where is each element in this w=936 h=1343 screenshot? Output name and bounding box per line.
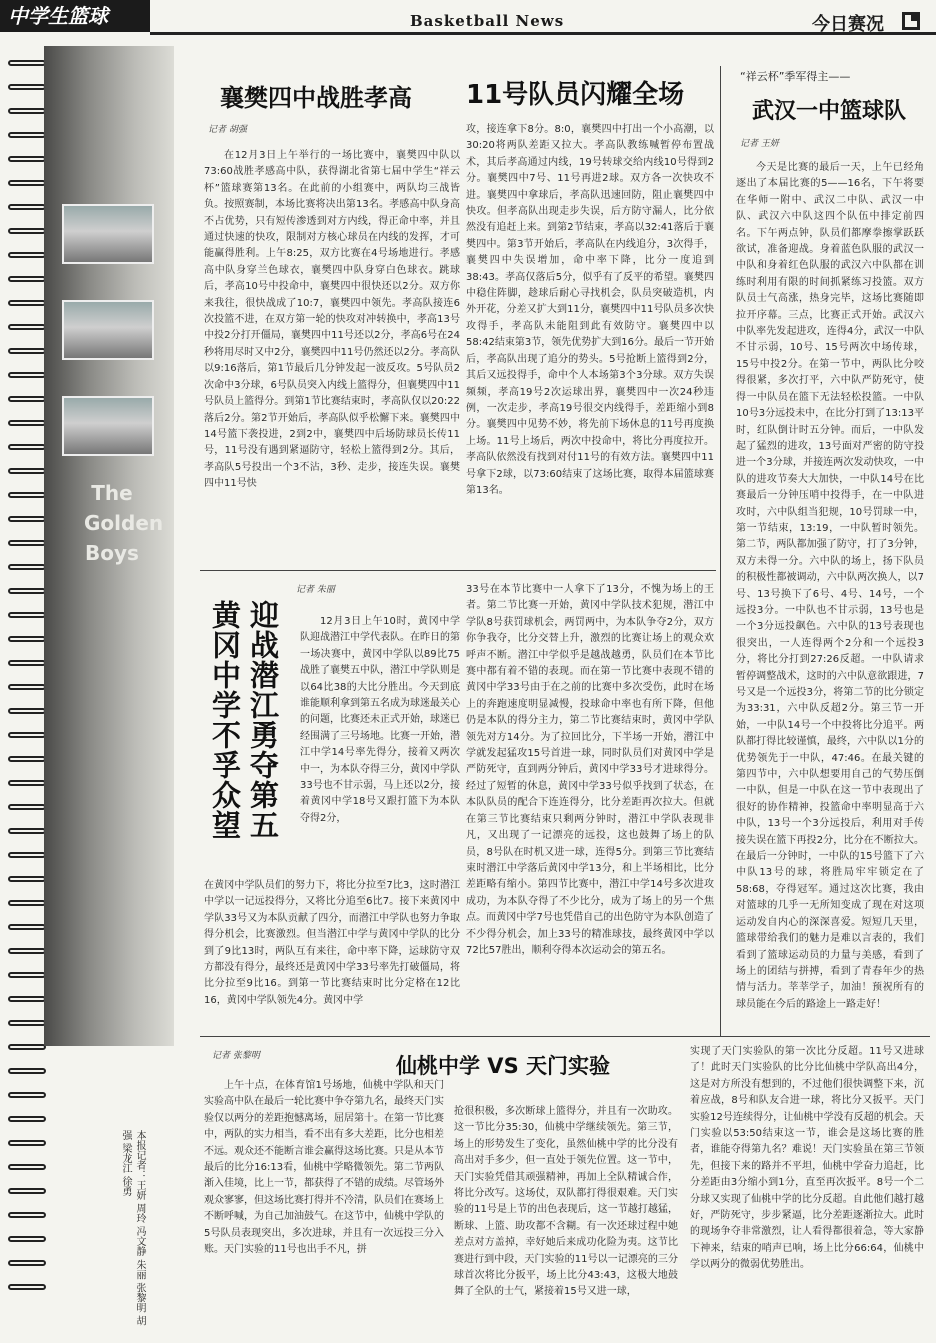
article4-column-2: 抢很积极，多次断球上篮得分，并且有一次助攻。这一节比分35:30，仙桃中学继续领先。第三节，场上的形势发生了变化，虽然仙桃中学的比分没有高出对手多少，但一直处于领先位置。这一节中，天门实验凭借其顽强精神，再加上全队精诚合作，将比分改写。这场仗，双队都打得很艰难。天门实验的11号是上节的出色表现后，这一节越打越猛，断球、上篮、助攻都不含糊。有一次还球过程中她差点对方盖掉，幸好她后来成功化险为夷。这节比赛进行到中段，天门实验的11号以一记漂亮的三分球首次将比分扳平，场上比分43:43，这极大地鼓舞了全队的士气，紧接着15号又进一球，	[454, 1106, 678, 1298]
spiral-ring	[8, 660, 46, 666]
spiral-ring	[8, 876, 46, 882]
article2-kicker: “祥云杯”季军得主——	[740, 70, 851, 83]
article4-column-1: 上午十点，在体育馆1号场地，仙桃中学队和天门实验高中队在最后一轮比赛中争夺第九名，最终天门实验仅以两分的差距抱憾离场，屈居第十。在第一节比赛中，两队的实力相当，看不出有多大差距，比分也相差不远。观众还不能断言谁会赢得这场比赛。只是从本节最后的比分16:13看，仙桃中学略微领先。第二节两队渐入佳境，比上一节，都获得了不错的成绩。尽管场外观众寥寥，但这场比赛打得并不冷清，队员们在赛场上不断呼喊，为自己加油鼓气。在这节中，仙桃中学队的5号队员表现突出，多次进球，并且有一次远投三分入账。天门实验的11号也出手不凡，拼	[204, 1080, 444, 1256]
spiral-ring	[8, 444, 46, 450]
spiral-ring	[8, 468, 46, 474]
article3-title-2: 黄冈中学不孚众望	[208, 600, 242, 840]
article1-title-left: 襄樊四中战胜孝高	[220, 84, 412, 112]
section-banner: 中学生篮球	[0, 0, 150, 32]
spiral-ring	[8, 228, 46, 234]
spiral-ring	[8, 636, 46, 642]
spiral-ring	[8, 1116, 46, 1122]
spiral-ring	[8, 108, 46, 114]
sidebar-panel	[44, 46, 174, 1046]
spiral-ring	[8, 156, 46, 162]
spiral-ring	[8, 684, 46, 690]
spiral-ring	[8, 276, 46, 282]
reporter-credit: 本报记者：王妍 周玲 冯文静 朱丽 张黎明 胡强 梁龙江 徐勇	[120, 1130, 145, 1326]
spiral-ring	[8, 324, 46, 330]
spiral-ring	[8, 180, 46, 186]
spiral-ring	[8, 708, 46, 714]
spiral-ring	[8, 828, 46, 834]
spiral-ring	[8, 84, 46, 90]
basketball-photo-1	[62, 204, 154, 264]
article2-byline: 记者 王妍	[740, 139, 779, 149]
spiral-binding	[8, 60, 48, 1310]
spiral-ring	[8, 396, 46, 402]
spiral-ring	[8, 972, 46, 978]
article1-column-2: 攻，接连拿下8分。8:0，襄樊四中打出一个小高潮，以30:20将两队差距又拉大。孝高队教练喊暂停布置战术，其后孝高通过内线，19号转球交给内线10号得到2分。襄樊四中7号、11号再进2球。双方各一次快攻不进。襄樊四中拿球后，孝高队迅速回防，阻止襄樊四中快攻。但孝高队出现走步失误，后方防守漏人，比分依然没有追赶上来。到第2节结束，孝高以32:41落后于襄樊四中。第3节开始后，孝高队在内线追分，3次得手，襄樊四中失误增加，命中率下降，比分一度追到38:43。孝高仅落后5分，似乎有了反平的希望。襄樊四中稳住阵脚，趁球后耐心寻找机会，队员突破造机，内外开花，分差又扩大到11分，襄樊四中11号队员多次快攻得手，孝高队未能阻到此有效防守。襄樊四中以58:42结束第3节，领先优势扩大到16分。最后一节开始后，孝高队出现了追分的势头。5号抢断上篮得到2分，其后又远投得手，命中个人本场第3个3分球。双方失误频频，孝高19号2次运球出界，襄樊四中一次24秒违例，一次走步，孝高19号很交内线得手，差距缩小到8分。襄樊四中见势不妙，将先前下场休息的11号再度换上场。11号上场后，两次中投命中，将比分再度拉开。孝高队依然没有找到对付11号的有效方法。襄樊四中11号拿下2球，以73:60结束了这场比赛，取得本届篮球赛第13名。	[466, 124, 714, 496]
divider-bottom	[200, 1036, 930, 1037]
spiral-ring	[8, 492, 46, 498]
spiral-ring	[8, 1092, 46, 1098]
article3-column-1a: 12月3日上午10时，黄冈中学队迎战潜江中学代表队。在昨日的第一场决赛中，黄冈中学队以89比75战胜了襄樊五中队，潜江中学队则是以64比38的大比分胜出。今天到底谁能顺利拿到第五名成为球迷最关心的问题，比赛还未正式开始，球迷已经围满了三号场地。比赛一开始，潜江中学14号率先得分，接着又两次中一，为本队夺得三分，黄冈中学队33号也不甘示弱，马上还以2分，接着黄冈中学18号又跟打篮下为本队夺得2分，	[300, 616, 460, 824]
spiral-ring	[8, 1284, 46, 1290]
masthead-english: Basketball News	[410, 12, 565, 30]
article3-byline: 记者 朱丽	[296, 585, 335, 595]
masthead-chinese: 今日赛况	[812, 14, 884, 35]
article1-column-1: 在12月3日上午举行的一场比赛中，襄樊四中队以73:60战胜孝感高中队，获得湖北省第七届中学生“祥云杯”篮球赛第13名。在此前的小组赛中，两队均三战皆负。按照赛制，本场比赛将决出第13名。孝感高中队身高不占优势，只有短传渗透到对方内线，得正命中率，并且通过快速的快攻，限制对方核心球员在内线的发挥，才可能赢得胜利。上午8:25，双方比赛在4号场地进行。孝感高中队身穿兰色球衣，襄樊四中队身穿白色球衣。跳球后，孝高10号中投命中，襄樊四中很快还以2分。双方你来我往，很快战成了10:7，襄樊四中领先。孝高队接连6次投篮不进，在双方第一轮的快攻对冲转换中，孝高13号中投2分打开僵局，襄樊四中11号还以2分，孝高6号在24秒将用尽时又中2分，襄樊四中11号仍然还以2分。孝高队以9:16落后，第1节最后几分钟发起一波反攻。5号队员2次命中3分球，6号队员突入内线上篮得分，但襄樊四中11号队员上篮得分。到第1节比赛结束时，孝高队仅以20:22落后2分。第2节开始后，孝高队似乎松懈下来。襄樊四中14号篮下袭投进，2到2中，襄樊四中后场防球员长传11号，11号没有遇到紧逼防守，轻松上篮得到2分。其后，孝高队5号投出一个3不沾，3秒、走步，接连失误。襄樊四中11号快	[204, 150, 460, 490]
spiral-ring	[8, 540, 46, 546]
spiral-ring	[8, 780, 46, 786]
spiral-ring	[8, 348, 46, 354]
spiral-ring	[8, 420, 46, 426]
basketball-photo-3	[62, 396, 154, 456]
spiral-ring	[8, 1212, 46, 1218]
spiral-ring	[8, 996, 46, 1002]
article2-text: 今天是比赛的最后一天，上午已经角逐出了本届比赛的5——16名，下午将要在华师一附中、武汉二中队、武汉一中队、武汉六中队这四个队伍中排定前四名。下午两点钟，队员们都摩拳擦掌跃跃欲试，准备迎战。身着蓝色队服的武汉一中队和身着红色队服的武汉六中队都在训练时利用有限的时间抓紧练习投篮。双方队员士气高涨，热身完毕，这场比赛随即拉开序幕。三点，比赛正式开始。武汉六中队率先发起进攻，连得4分，武汉一中队不甘示弱，10号、15号两次中场传球，15号中投2分。在第一节中，两队比分咬得很紧，多次打平，六中队严防死守，使得一中队员在篮下无法轻松投篮。一中队10号3分远投未中，在比分打到了13:13平时，红队倒计时五分钟。而后，一中队发起了猛烈的进攻，13号面对严密的防守投进一个3分球，并接连两次发动快攻，一中队的进攻节奏大大加快，一中队14号在比赛最后一分钟压哨中投得手，在一中队进攻时，六中队组当犯规，10号罚球一中，第一节结束，13:19，一中队暂时领先。第二节，两队都加强了防守，打了3分钟，双方未得一分。六中队的场上，扬下队员的积极性都被调动，六中队两次换人，以7号、13号换下了6号、4号、14号，一个远投3分。一中队也不甘示弱，13号也是一个3分远投飙色。六中队的13号表现也很突出，一人连得两个2分和一个远投3分，将比分打到27:26反超。一中队请求暂停调整战术，这时的六中队意欲跟进，7号又是一个远投3分，将第二节的比分锁定为33:31，六中队反超2分。第三节一开始，一中队14号一个中投将比分追平。两队都打得比较谨慎，最终，六中队以1分的优势领先于一中队，47:46。在最关键的第四节中，六中队想要用自己的气势压倒一中队，但是一中队在这一节中表现出了很好的协作精神，投篮命中率明显高于六中队，13号一个3分远投后，利用对手传接失误在篮下再投2分，比分在不断拉大。在最后一分钟时，一中队的15号篮下了六中队13号的球，将胜局牢牢锁定在了58:68，夺得冠军。通过这次比赛，我由对篮球的几乎一无所知变成了现在对这项运动发自内心的深深喜爱。短短几天里，篮球带给我们的魅力是难以言表的，我们看到了篮球运动员的力量与美感，看到了场上的团结与拼搏，看到了青春年少的热情与活力。莘莘学子，加油！预祝所有的球员能在今后的路途上一路走好！	[736, 162, 924, 1010]
spiral-ring	[8, 1260, 46, 1266]
spiral-ring	[8, 1140, 46, 1146]
spiral-ring	[8, 252, 46, 258]
spiral-ring	[8, 1044, 46, 1050]
spiral-ring	[8, 1164, 46, 1170]
spiral-ring	[8, 132, 46, 138]
masthead-square-icon	[902, 12, 920, 30]
article2-title: 武汉一中篮球队	[752, 99, 907, 124]
spiral-ring	[8, 1068, 46, 1074]
spiral-ring	[8, 516, 46, 522]
article3-column-2: 33号在本节比赛中一人拿下了13分，不愧为场上的王者。第二节比赛一开始，黄冈中学队技术犯规，潜江中学队8号获罚球机会，两罚两中，为本队争夺2分，双方你争我夺，比分交替上升，激烈的比赛让场上的观众欢呼声不断。潜江中学似乎是越战越勇，队员们在本节比赛中都有着不错的表现。而在第一节比赛中表现不错的黄冈中学33号由于在之前的比赛中多次受伤，此时在场上的奔跑速度明显减慢，投球命中率也有所下降，但他仍是本队的得分主力，第二节比赛结束时，黄冈中学队领先对方14分。为了拉回比分，下半场一开始，潜江中学就发起猛攻15号首进一球，同时队员们对黄冈中学是严防死守，直到两分钟后，黄冈中学33号才进球得分。经过了短暂的休息，黄冈中学33号似乎找到了状态，在本队队员的配合下连连得分，比分差距再次拉大。但就在第三节比赛结束只剩两分钟时，潜江中学队表现非凡，又出现了一记漂亮的远投，这也鼓舞了场上的队员，8号队在时机又进一球，连得5分。到第三节比赛结束时潜江中学落后黄冈中学13分，和上半场相比，比分差距略有缩小。第四节比赛中，潜江中学14号多次进攻成功，为本队夺得了不少比分，成为了场上的另一个焦点。而黄冈中学7号也凭借自己的出色防守为本队创造了不少得分机会，加上33号的精准球技，最终黄冈中学以72比57胜出，顺利夺得本次运动会的第五名。	[466, 584, 714, 956]
spiral-ring	[8, 732, 46, 738]
spiral-ring	[8, 588, 46, 594]
spiral-ring	[8, 756, 46, 762]
spiral-ring	[8, 1188, 46, 1194]
article4-byline: 记者 张黎明	[212, 1051, 260, 1061]
spiral-ring	[8, 924, 46, 930]
spiral-ring	[8, 204, 46, 210]
article3-column-1b: 在黄冈中学队员们的努力下，将比分拉至7比3，这时潜江中学以一记远投得分，又将比分追至6比7。接下来黄冈中学队33号又为本队贡献了四分，而潜江中学队也努力争取得分机会，比赛激烈。但当潜江中学与黄冈中学队的比分到了9比13时，两队互有来往，命中率下降，运球防守双方都没有得分，最终还是黄冈中学33号率先打破僵局，将比分拉至9比16。到第一节比赛结束时比分定格在12比16，黄冈中学队领先4分。黄冈中学	[204, 880, 460, 1006]
article4-column-3: 实现了天门实验队的第一次比分反超。11号又进球了！此时天门实验队的比分比仙桃中学队高出4分，这是对方所没有想到的，不过他们很快调整下来，沉着应战，8号和队友合进一球，将比分又扳平。天门实验12号连续得分，让仙桃中学没有反超的机会。天门实验以53:50结束这一节，谁会是这场比赛的胜者，谁能夺得第九名？难说！天门实验虽在第三节领先，但接下来的路并不平坦，仙桃中学奋力追赶，比分差距由3分缩小到1分，直至再次扳平。8号一个二分球又实现了仙桃中学的比分反超。自此他们越打越好，严防死守，步步紧逼，比分差距逐渐拉大。此时的现场争夺非常激烈，让人看得都很着急，等大家静下神来，结束的哨声已响，场上比分66:64，仙桃中学以两分的微弱优势胜出。	[690, 1046, 924, 1271]
spiral-ring	[8, 804, 46, 810]
spiral-ring	[8, 1020, 46, 1026]
spiral-ring	[8, 300, 46, 306]
spiral-ring	[8, 564, 46, 570]
spiral-ring	[8, 372, 46, 378]
article1-byline: 记者 胡强	[208, 125, 247, 135]
spiral-ring	[8, 948, 46, 954]
spiral-ring	[8, 60, 46, 66]
article4-title: 仙桃中学 VS 天门实验	[396, 1054, 610, 1078]
basketball-photo-2	[62, 300, 154, 360]
spiral-ring	[8, 1236, 46, 1242]
article3-title-1: 迎战潜江勇夺第五	[246, 600, 280, 840]
spiral-ring	[8, 852, 46, 858]
column-divider	[720, 66, 721, 1036]
article1-title-right: 11号队员闪耀全场	[466, 80, 685, 110]
divider	[200, 570, 716, 571]
spiral-ring	[8, 612, 46, 618]
spiral-ring	[8, 900, 46, 906]
sidebar-slogan: The Golden Boys	[84, 481, 164, 565]
